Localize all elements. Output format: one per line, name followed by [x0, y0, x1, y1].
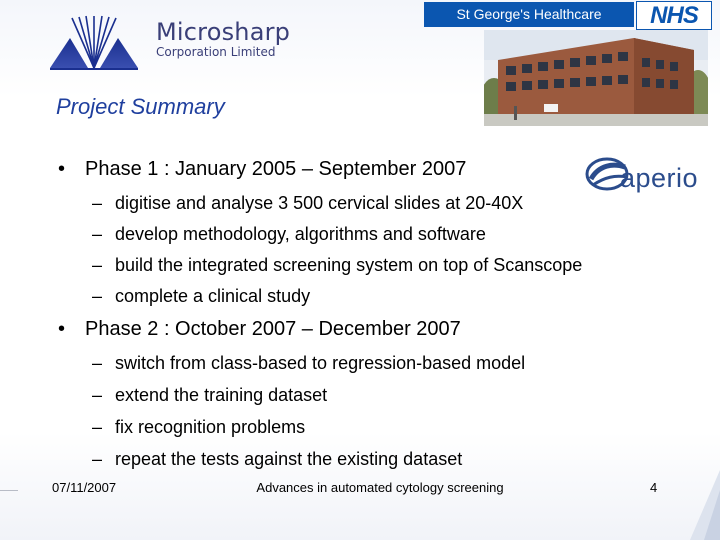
dash-marker: – — [92, 193, 103, 213]
phase-2-heading — [58, 318, 461, 341]
dash-marker: – — [92, 353, 103, 373]
list-item — [92, 224, 486, 245]
footer-divider — [0, 490, 18, 491]
list-item-text: extend the training dataset — [115, 385, 328, 405]
dash-marker: – — [92, 385, 103, 405]
footer-title: Advances in automated cytology screening — [256, 480, 504, 495]
dash-marker: – — [92, 449, 103, 469]
list-item — [92, 353, 525, 374]
list-item — [92, 417, 305, 438]
list-item — [92, 193, 523, 214]
list-item — [92, 286, 310, 307]
hospital-building-photo — [484, 30, 708, 126]
nhs-logo — [636, 1, 712, 30]
corner-decoration — [690, 470, 720, 540]
dash-marker: – — [92, 417, 103, 437]
microsharp-logo-subtitle: Corporation Limited — [156, 45, 276, 59]
phase-1-heading-text: Phase 1 : January 2005 – September 2007 — [85, 158, 467, 180]
dash-marker: – — [92, 255, 103, 275]
list-item — [92, 255, 582, 276]
list-item-text: fix recognition problems — [115, 417, 306, 437]
org-name-banner: St George's Healthcare — [424, 2, 634, 27]
list-item — [92, 449, 462, 470]
list-item-text: build the integrated screening system on top of Scanscope — [115, 255, 583, 275]
phase-1-heading — [58, 158, 466, 181]
list-item-text: develop methodology, algorithms and software — [115, 224, 486, 244]
bullet-marker: • — [58, 318, 66, 340]
page-number: 4 — [650, 480, 658, 495]
dash-marker: – — [92, 224, 103, 244]
list-item-text: digitise and analyse 3 500 cervical slides at 20-40X — [115, 193, 524, 213]
list-item — [92, 385, 327, 406]
dash-marker: – — [92, 286, 103, 306]
footer-date: 07/11/2007 — [52, 480, 117, 495]
list-item-text: repeat the tests against the existing dataset — [115, 449, 463, 469]
bullet-marker: • — [58, 158, 66, 180]
microsharp-logo-icon — [48, 14, 140, 72]
microsharp-logo-name: Microsharp — [156, 18, 291, 46]
aperio-logo-text: aperio — [620, 163, 699, 193]
list-item-text: complete a clinical study — [115, 286, 311, 306]
nhs-logo-text: NHS — [650, 2, 698, 29]
phase-2-heading-text: Phase 2 : October 2007 – December 2007 — [85, 318, 461, 340]
page-title: Project Summary — [56, 94, 225, 119]
list-item-text: switch from class-based to regression-based model — [115, 353, 526, 373]
